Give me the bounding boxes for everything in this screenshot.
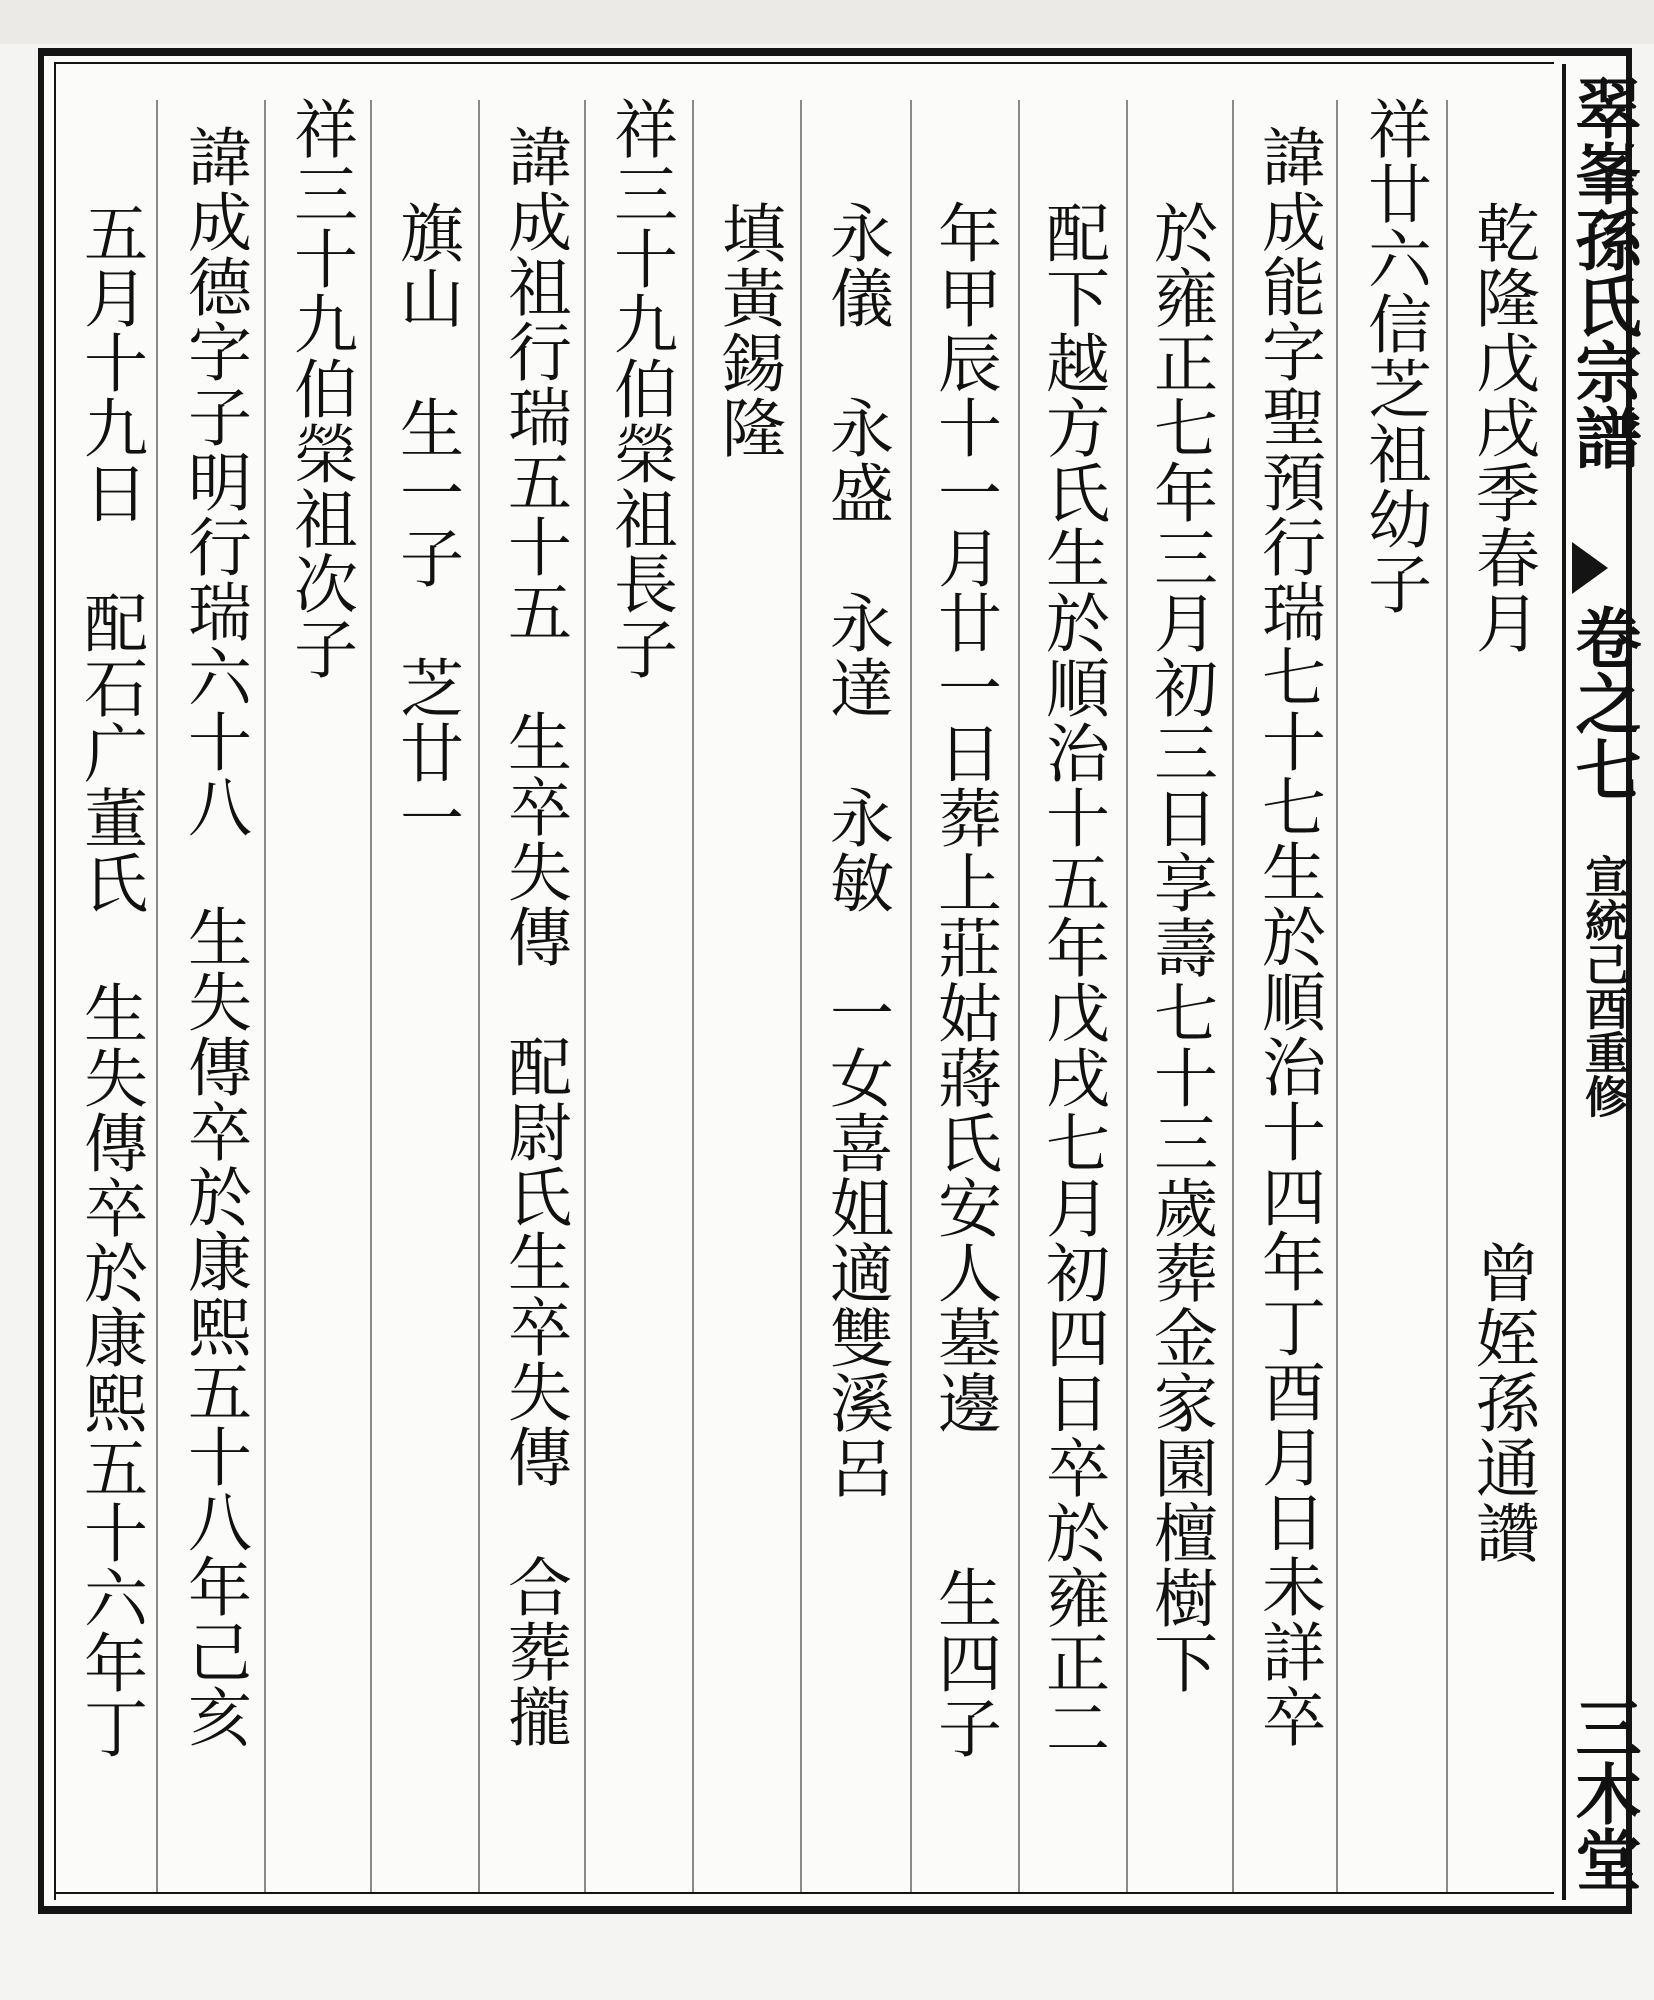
text-column: 配下越方氏生於順治十五年戊戌七月初四日卒於雍正二 xyxy=(1035,200,1109,1760)
column-rule xyxy=(156,100,158,1892)
text-column: 五月十九日 配石广董氏 生失傳卒於康熙五十六年丁 xyxy=(73,200,147,1760)
text-column: 旗山 生一子 芝廿一 xyxy=(389,200,463,850)
column-rule xyxy=(1018,100,1020,1892)
column-rule xyxy=(1336,100,1338,1892)
book-title: 翠峯孫氏宗譜 xyxy=(1564,74,1642,470)
text-column: 諱成能字聖預行瑞七十七生於順治十四年丁酉月日未詳卒 xyxy=(1251,124,1325,1749)
text-column: 乾隆戊戌季春月 曾姪孫通讚 xyxy=(1465,200,1539,1565)
column-rule xyxy=(478,100,480,1892)
column-rule xyxy=(370,100,372,1892)
hall-name: 三木堂 xyxy=(1564,1694,1642,1892)
column-rule xyxy=(264,100,266,1892)
inner-border-bottom xyxy=(54,1892,1554,1894)
page-edge xyxy=(0,0,1654,44)
text-column: 永儀 永盛 永達 永敏 一女喜姐適雙溪呂 xyxy=(819,200,893,1500)
inner-border-left xyxy=(54,62,56,1900)
text-column: 諱成祖行瑞五十五 生卒失傳 配尉氏生卒失傳 合葬攏 xyxy=(497,124,571,1749)
volume-label: 卷之七 xyxy=(1564,604,1642,802)
edition-label: 宣統己酉重修 xyxy=(1577,854,1628,1118)
inner-border-top xyxy=(54,62,1554,64)
text-column: 祥三十九伯榮祖次子 xyxy=(283,96,357,681)
column-rule xyxy=(1126,100,1128,1892)
text-column: 祥三十九伯榮祖長子 xyxy=(603,96,677,681)
text-column: 諱成德字子明行瑞六十八 生失傳卒於康熙五十八年己亥 xyxy=(177,124,251,1749)
text-column: 填黃錫隆 xyxy=(711,200,785,460)
text-column: 祥廿六信芝祖幼子 xyxy=(1357,96,1431,616)
fish-tail-mark xyxy=(1572,542,1608,594)
margin-banner xyxy=(1562,64,1642,1900)
column-rule xyxy=(800,100,802,1892)
column-rule xyxy=(1232,100,1234,1892)
column-rule xyxy=(692,100,694,1892)
column-rule xyxy=(584,100,586,1892)
text-column: 於雍正七年三月初三日享壽七十三歲葬金家園檀樹下 xyxy=(1143,200,1217,1695)
text-column: 年甲辰十一月廿一日葬上莊姑蔣氏安人墓邊 生四子 xyxy=(927,200,1001,1760)
column-rule xyxy=(910,100,912,1892)
column-rule xyxy=(1446,100,1448,1892)
